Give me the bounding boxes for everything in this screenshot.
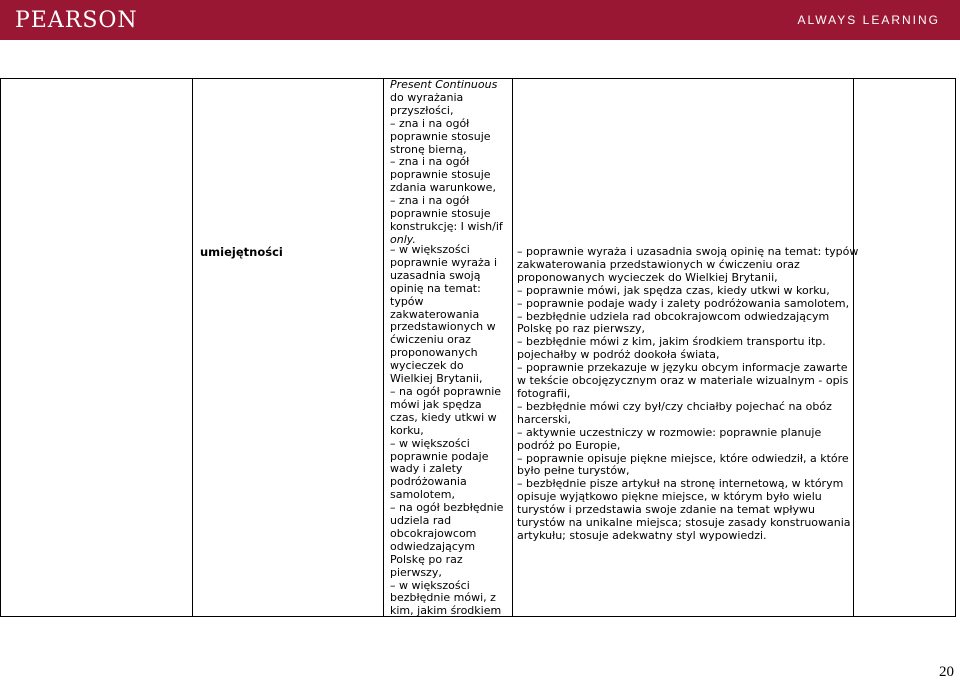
text-line: opinię na temat: <box>390 281 481 295</box>
pearson-logo: PEARSON <box>15 8 138 33</box>
text-line: – poprawnie mówi, jak spędza czas, kiedy utkwi w korku, <box>517 283 830 297</box>
text-line: bezbłędnie mówi, z <box>390 591 496 605</box>
pearson-header-bar <box>0 0 960 40</box>
text-line: odwiedzającym <box>390 539 476 553</box>
text-line: – bezbłędnie mówi czy był/czy chciałby pojechać na obóz <box>517 399 832 413</box>
text-line: mówi jak spędza <box>390 397 482 411</box>
text-line: – poprawnie wyraża i uzasadnia swoją opinię na temat: typów <box>517 245 859 258</box>
text-line: proponowanych <box>390 346 478 360</box>
text-line: zdania warunkowe, <box>390 181 496 195</box>
text-line: podróżowania <box>390 475 467 489</box>
text-line: poprawnie stosuje <box>390 168 491 182</box>
text-line: – bezbłędnie pisze artykuł na stronę internetową, w którym <box>517 477 844 491</box>
text-line: typów <box>390 294 424 308</box>
text-line: wady i zalety <box>390 462 463 476</box>
text-line: zakwaterowania <box>390 307 480 321</box>
text-line: podróż po Europie, <box>517 438 621 452</box>
text-line: przyszłości, <box>390 103 454 117</box>
row-label-skills: umiejętności <box>200 245 283 259</box>
text-line: wycieczek do <box>390 359 464 373</box>
text-line: przedstawionych w <box>390 320 496 334</box>
table-border <box>192 78 193 616</box>
text-line: ćwiczeniu oraz <box>390 333 471 347</box>
text-line: było pełne turystów, <box>517 464 630 478</box>
text-line: obcokrajowcom <box>390 526 477 540</box>
text-line: – zna i na ogół <box>390 116 470 130</box>
text-line: stronę bierną, <box>390 142 467 156</box>
text-line: do wyrażania <box>390 90 464 104</box>
text-line: – na ogół poprawnie <box>390 384 502 398</box>
text-line: – poprawnie podaje wady i zalety podróżowania samolotem, <box>517 296 850 310</box>
text-line: – w większości <box>390 578 470 592</box>
text-line: turystów i przedstawia swoje zdanie na temat wpływu <box>517 503 815 517</box>
text-line: Polskę po raz pierwszy, <box>517 322 645 336</box>
text-line: opisuje wyjątkowo piękne miejsce, w którym było wielu <box>517 490 822 504</box>
text-line: – poprawnie przekazuje w języku obcym informacje zawarte <box>517 361 848 375</box>
text-line: – bezbłędnie mówi z kim, jakim środkiem transportu itp. <box>517 335 826 349</box>
table-border <box>955 78 956 616</box>
text-line: – aktywnie uczestniczy w rozmowie: poprawnie planuje <box>517 425 822 439</box>
table-border <box>0 78 1 616</box>
text-line: – w większości <box>390 243 470 256</box>
always-learning-tagline: ALWAYS LEARNING <box>797 13 940 27</box>
text-line: poprawnie stosuje <box>390 129 491 143</box>
text-line: kim, jakim środkiem <box>390 604 502 618</box>
text-line: uzasadnia swoją <box>390 268 481 282</box>
text-line: poprawnie podaje <box>390 449 489 463</box>
text-line: pierwszy, <box>390 565 442 579</box>
text-line: pojechałby w podróż dookoła świata, <box>517 348 720 362</box>
text-line: czas, kiedy utkwi w <box>390 410 497 424</box>
text-line: korku, <box>390 423 424 437</box>
text-line: turystów na unikalne miejsca; stosuje zasady konstruowania <box>517 516 851 530</box>
text-line: only. <box>390 232 416 246</box>
text-line: Present Continuous <box>390 78 498 91</box>
text-line: – w większości <box>390 436 470 450</box>
text-line: fotografii, <box>517 386 571 400</box>
text-line: artykułu; stosuje adekwatny styl wypowiedzi. <box>517 528 767 542</box>
grade-column-skills-text <box>390 244 503 618</box>
table-border <box>383 78 384 616</box>
text-line: konstrukcję: I wish/if <box>390 219 503 233</box>
text-line: zakwaterowania przedstawionych w ćwiczeniu oraz <box>517 257 800 271</box>
text-line: Wielkiej Brytanii, <box>390 372 483 386</box>
text-line: proponowanych wycieczek do Wielkiej Brytanii, <box>517 270 778 284</box>
text-line: udziela rad <box>390 514 452 528</box>
text-line: poprawnie wyraża i <box>390 255 498 269</box>
text-line: w tekście obcojęzycznym oraz w materiale wizualnym - opis <box>517 374 849 388</box>
text-line: – poprawnie opisuje piękne miejsce, które odwiedził, a które <box>517 451 849 465</box>
grade-column-top-text <box>390 79 503 247</box>
text-line: Polskę po raz <box>390 552 463 566</box>
page-number: 20 <box>939 664 954 680</box>
text-line: harcerski, <box>517 412 571 426</box>
text-line: – zna i na ogół <box>390 194 470 208</box>
text-line: poprawnie stosuje <box>390 207 491 221</box>
text-line: – na ogół bezbłędnie <box>390 501 504 515</box>
table-border <box>512 78 513 616</box>
text-line: – zna i na ogół <box>390 155 470 169</box>
text-line: – bezbłędnie udziela rad obcokrajowcom odwiedzającym <box>517 309 830 323</box>
top-grade-skills-text <box>517 246 858 543</box>
text-line: samolotem, <box>390 488 455 502</box>
